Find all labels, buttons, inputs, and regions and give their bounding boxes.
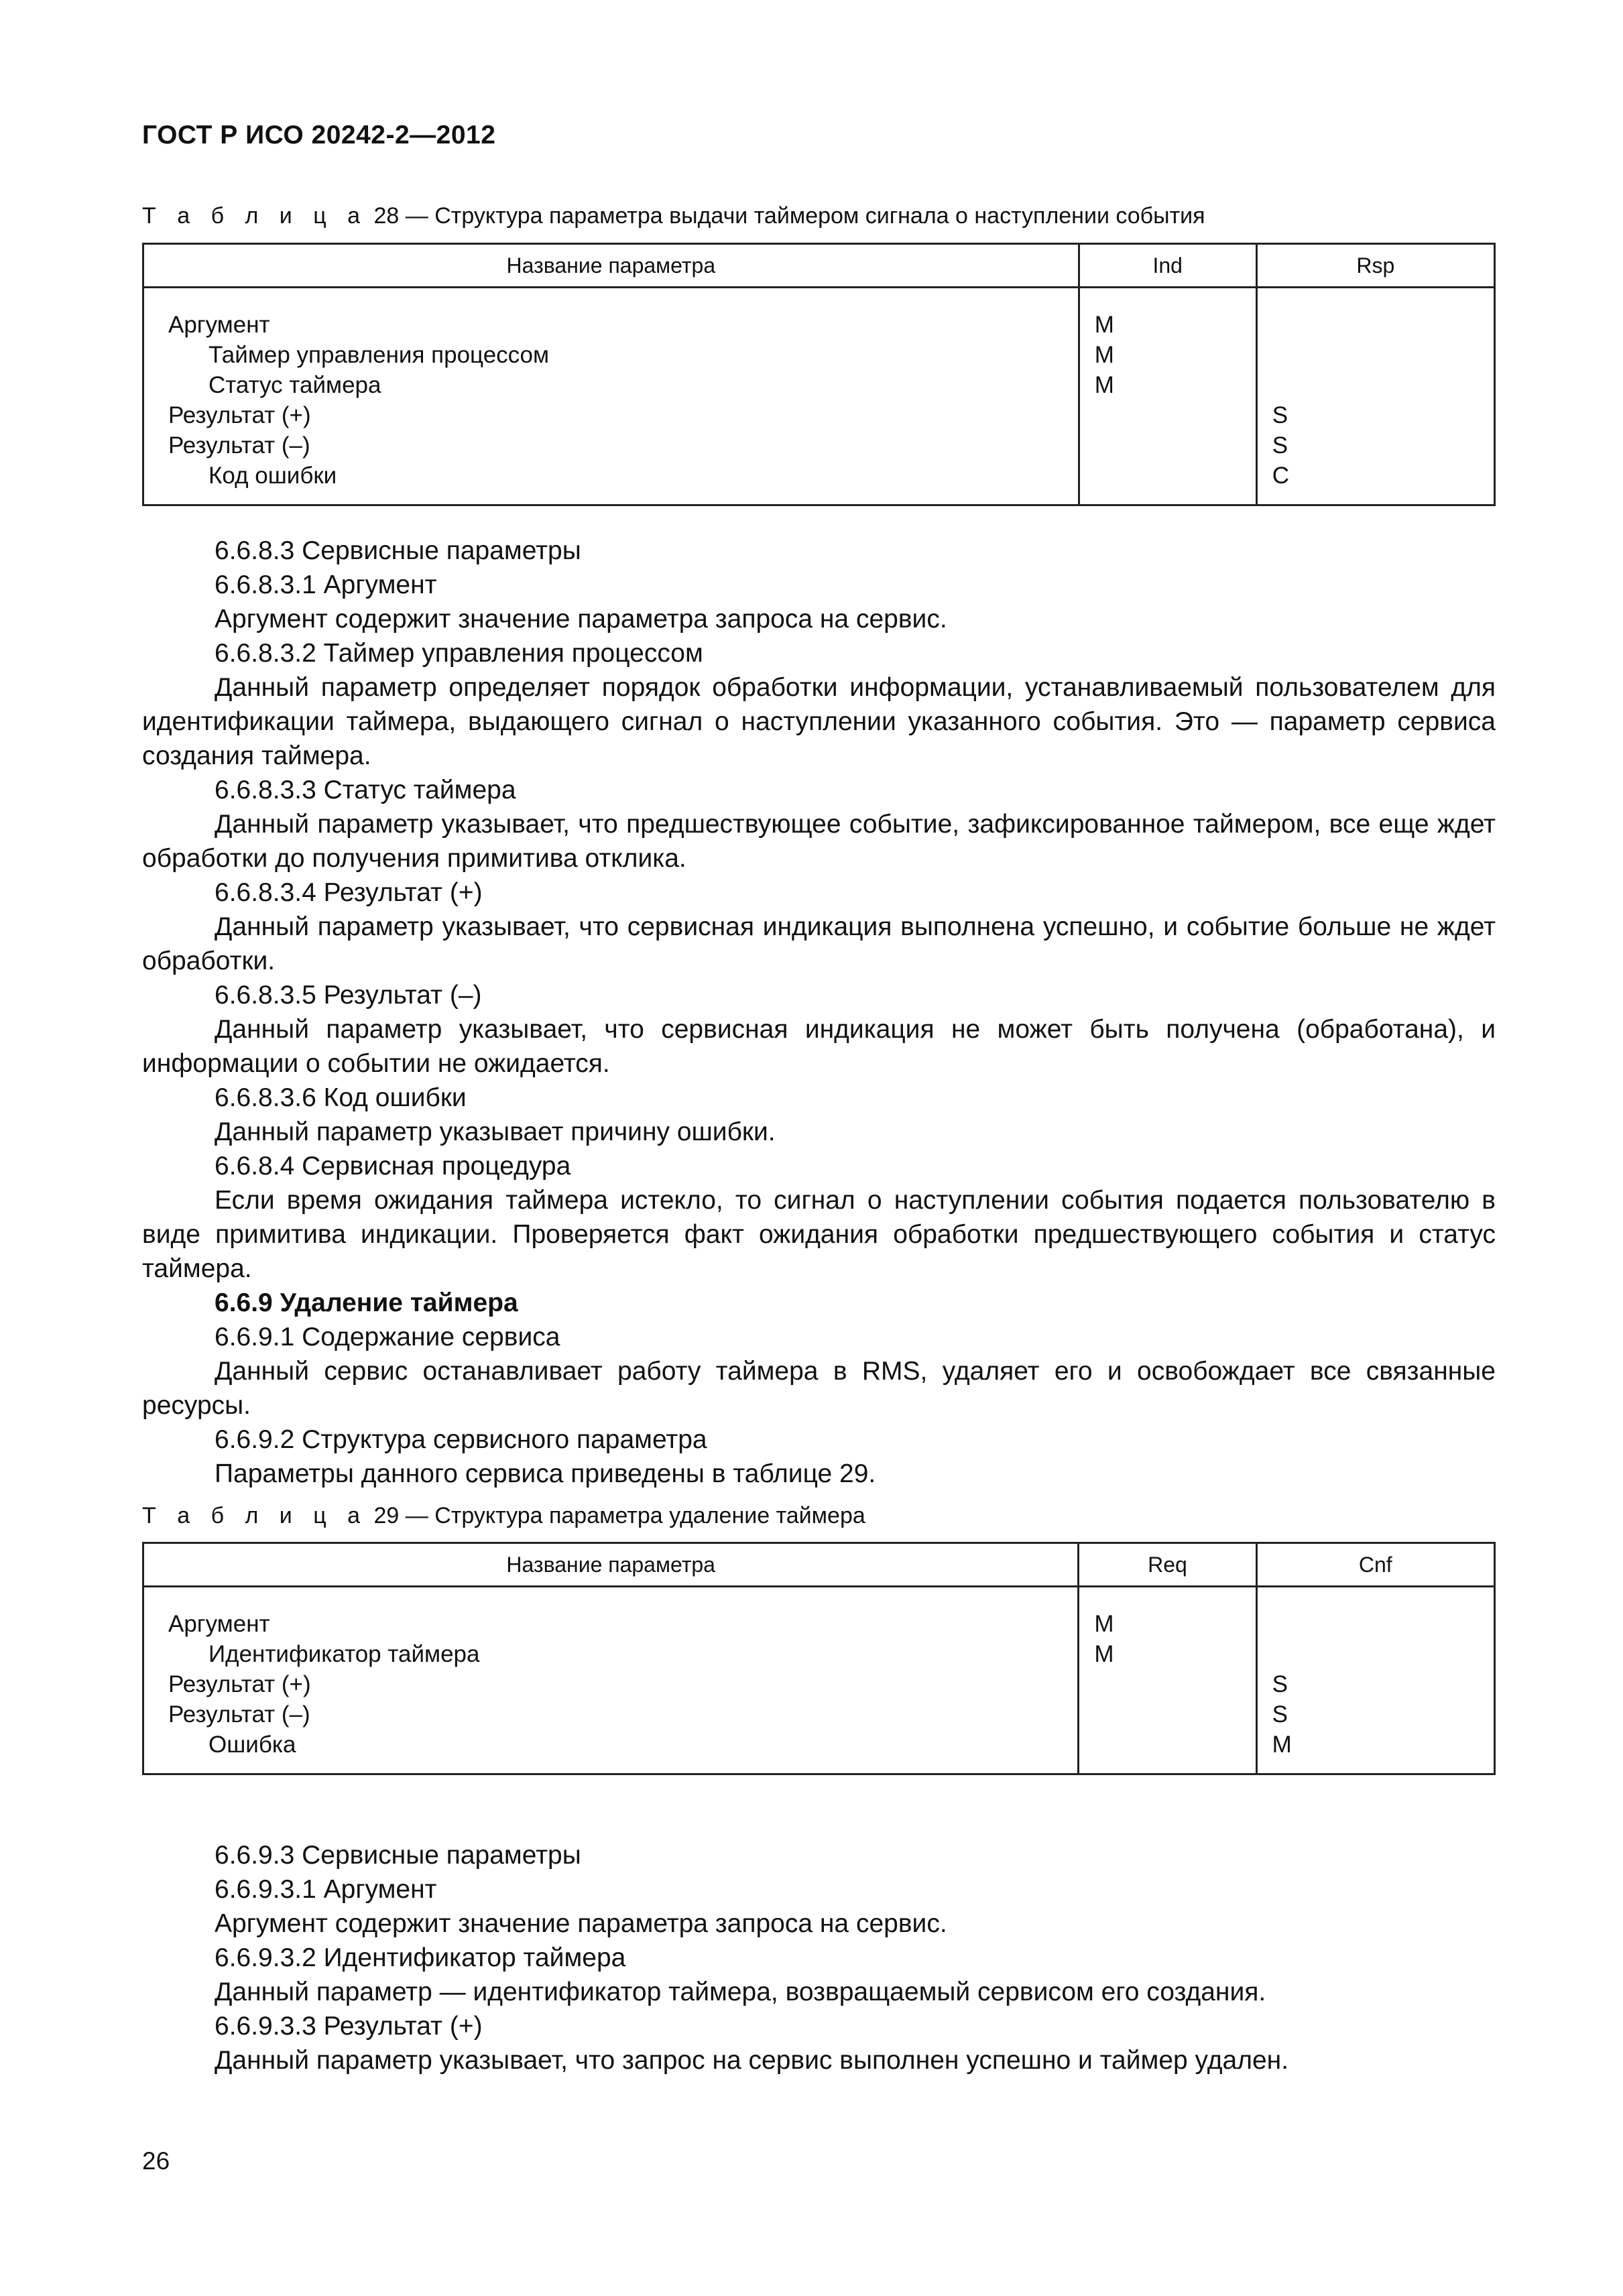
table-29	[142, 1542, 1496, 1775]
table-29-caption	[142, 1503, 865, 1529]
table-row-name: Результат (+)	[168, 1671, 311, 1697]
table-row-flag: M	[1094, 312, 1114, 338]
table-row-name: Результат (–)	[168, 1701, 310, 1728]
table-row-flag: S	[1272, 402, 1288, 428]
table-29-caption-text: 29 — Структура параметра удаление таймера	[373, 1503, 865, 1528]
table-row-flag	[1258, 310, 1494, 340]
table-row-flag	[1080, 461, 1256, 491]
section-heading: 6.6.8.4 Сервисная процедура	[215, 1152, 571, 1181]
table-row-flag	[1258, 1639, 1494, 1669]
table-row-name: Результат (+)	[168, 402, 311, 428]
table-28-caption	[142, 203, 1205, 229]
standard-header: ГОСТ Р ИСО 20242-2—2012	[142, 121, 496, 149]
table-29-caption-prefix: Т а б л и ц а	[142, 1503, 368, 1528]
table-29-col-name: Название параметра	[143, 1543, 1079, 1587]
paragraph: Аргумент содержит значение параметра запроса на сервис.	[215, 605, 947, 633]
table-row-name: Статус таймера	[208, 372, 381, 398]
table-row-flag	[1258, 340, 1494, 370]
paragraph: Данный параметр определяет порядок обработки информации, устанавливаемый пользователем для идентификации таймера, выдающего сигнал о наступлении указанного события. Это — параметр сервиса создания таймера.	[142, 673, 1496, 770]
section-heading: 6.6.8.3.1 Аргумент	[215, 570, 437, 599]
table-row-flag	[1080, 400, 1256, 430]
table-row-flag: M	[1094, 1641, 1114, 1667]
table-row-flag	[1258, 370, 1494, 400]
table-29-req-cell	[1079, 1594, 1256, 1774]
table-row-flag: M	[1094, 372, 1114, 398]
table-row-flag	[1079, 1699, 1255, 1730]
paragraph: Данный параметр указывает, что сервисная индикация выполнена успешно, и событие больше не ждет обработки.	[142, 912, 1496, 975]
table-28	[142, 243, 1496, 506]
paragraph: Данный параметр — идентификатор таймера, возвращаемый сервисом его создания.	[215, 1978, 1266, 2006]
section-heading: 6.6.9.3 Сервисные параметры	[215, 1841, 581, 1870]
table-28-caption-prefix: Т а б л и ц а	[142, 203, 368, 229]
body-section-2	[142, 1838, 1496, 2077]
section-heading: 6.6.8.3.5 Результат (–)	[215, 981, 482, 1010]
paragraph: Если время ожидания таймера истекло, то сигнал о наступлении события подается пользователю в виде примитива индикации. Проверяется факт ожидания обработки предшествующего события и статус таймера.	[142, 1186, 1496, 1283]
body-section-1	[142, 534, 1496, 1491]
table-row-flag: M	[1272, 1732, 1292, 1758]
section-heading: 6.6.8.3 Сервисные параметры	[215, 536, 581, 565]
table-row-name: Код ошибки	[208, 463, 337, 489]
table-row-flag	[1079, 1730, 1255, 1760]
paragraph: Данный параметр указывает, что запрос на сервис выполнен успешно и таймер удален.	[215, 2046, 1289, 2075]
section-heading: 6.6.8.3.4 Результат (+)	[215, 878, 483, 907]
section-heading: 6.6.8.3.2 Таймер управления процессом	[215, 639, 703, 668]
table-row-flag	[1258, 1609, 1494, 1639]
table-row-name: Аргумент	[168, 312, 270, 338]
table-row-flag: C	[1272, 463, 1289, 489]
table-28-caption-text: 28 — Структура параметра выдачи таймером сигнала о наступлении события	[373, 203, 1205, 229]
section-heading: 6.6.9 Удаление таймера	[215, 1288, 518, 1317]
table-28-rsp-cell	[1256, 295, 1494, 505]
table-row-flag: S	[1272, 432, 1288, 459]
table-28-col-ind: Ind	[1079, 244, 1256, 288]
table-row-flag	[1079, 1669, 1255, 1699]
section-heading: 6.6.9.2 Структура сервисного параметра	[215, 1425, 707, 1454]
table-28-names-cell	[143, 295, 1079, 505]
table-row-name: Результат (–)	[168, 432, 310, 459]
table-row-name: Ошибка	[208, 1732, 296, 1758]
table-row-name: Таймер управления процессом	[208, 342, 550, 368]
table-row-name: Идентификатор таймера	[208, 1641, 480, 1667]
section-heading: 6.6.8.3.3 Статус таймера	[215, 776, 516, 804]
table-row-flag: M	[1094, 1611, 1114, 1637]
page-number: 26	[142, 2147, 170, 2175]
table-row-name: Аргумент	[168, 1611, 270, 1637]
section-heading: 6.6.9.1 Содержание сервиса	[215, 1323, 560, 1351]
table-29-col-req: Req	[1079, 1543, 1256, 1587]
table-row-flag: S	[1272, 1671, 1288, 1697]
table-29-cnf-cell	[1256, 1594, 1494, 1774]
paragraph: Данный параметр указывает причину ошибки.	[215, 1117, 776, 1146]
paragraph: Данный параметр указывает, что сервисная индикация не может быть получена (обработана), и информации о событии не ожидается.	[142, 1015, 1496, 1078]
section-heading: 6.6.9.3.3 Результат (+)	[215, 2012, 483, 2041]
table-28-ind-cell	[1079, 295, 1256, 505]
section-heading: 6.6.9.3.1 Аргумент	[215, 1875, 437, 1904]
paragraph: Данный параметр указывает, что предшествующее событие, зафиксированное таймером, все еще ждет обработки до получения примитива отклика.	[142, 810, 1496, 873]
table-row-flag: M	[1094, 342, 1114, 368]
paragraph: Данный сервис останавливает работу таймера в RMS, удаляет его и освобождает все связанные ресурсы.	[142, 1357, 1496, 1420]
table-29-col-cnf: Cnf	[1256, 1543, 1494, 1587]
section-heading: Параметры данного сервиса приведены в таблице 29.	[215, 1459, 876, 1488]
section-heading: 6.6.9.3.2 Идентификатор таймера	[215, 1943, 626, 1972]
table-28-col-name: Название параметра	[143, 244, 1079, 288]
table-row-flag: S	[1272, 1701, 1288, 1728]
table-29-names-cell	[143, 1594, 1079, 1774]
table-row-flag	[1080, 430, 1256, 461]
paragraph: Аргумент содержит значение параметра запроса на сервис.	[215, 1909, 947, 1938]
section-heading: 6.6.8.3.6 Код ошибки	[215, 1083, 467, 1112]
table-28-col-rsp: Rsp	[1256, 244, 1494, 288]
